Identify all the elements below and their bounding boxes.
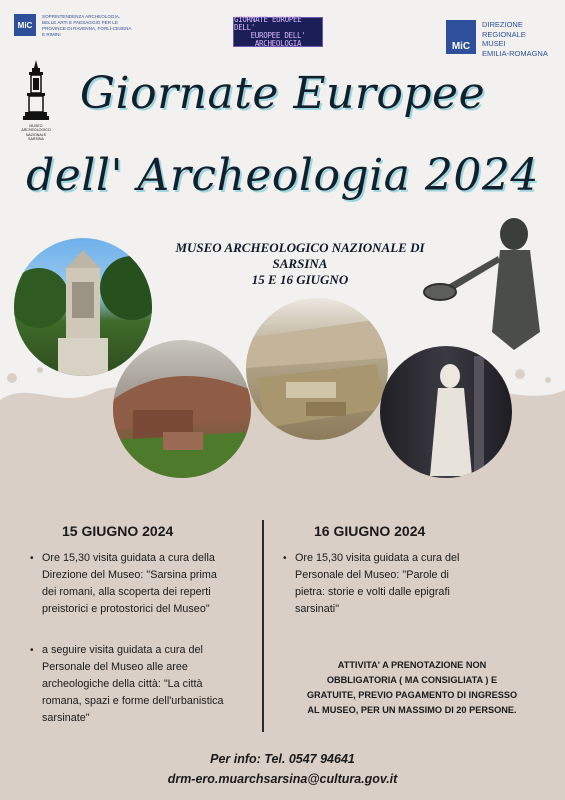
column-divider <box>262 520 264 732</box>
contact-phone: Per info: Tel. 0547 94641 <box>210 752 355 766</box>
list-item <box>283 550 460 618</box>
badge-line-1: GIORNATE EUROPEE DELL' <box>234 15 302 32</box>
booking-note <box>292 658 532 718</box>
bronze-statue-icon <box>420 212 556 352</box>
soprintendenza-text: SOPRINTENDENZA ARCHEOLOGIA, BELLE ARTI E PAESAGGIO PER LE PROVINCE DI RAVENNA, FORLÌ-CESENA E RIMINI <box>42 14 132 37</box>
direzione-line-1: DIREZIONE <box>482 20 523 29</box>
venue-block <box>170 240 430 288</box>
title-line-1: Giornate Europee <box>79 68 486 119</box>
title-line-2: dell' Archeologia 2024 <box>26 150 539 201</box>
mic-logo-icon: MiC <box>14 14 36 36</box>
venue-line-2: SARSINA <box>272 256 328 271</box>
item-line: preistorici e protostorici del Museo" <box>42 603 210 615</box>
item-line: Personale del Museo: "Parole di <box>295 569 449 581</box>
day1-date: 15 GIUGNO 2024 <box>62 523 174 539</box>
direzione-line-4: EMILIA-ROMAGNA <box>482 48 548 58</box>
bullet-icon: • <box>283 553 287 564</box>
excavation-photo <box>246 298 388 440</box>
list-item <box>30 642 224 727</box>
direzione-line-3: MUSEI <box>482 39 506 49</box>
direzione-regionale-text <box>482 20 548 58</box>
note-line: OBBLIGATORIA ( MA CONSIGLIATA ) E <box>326 675 498 685</box>
contact-email[interactable]: drm-ero.muarchsarsina@cultura.gov.it <box>167 772 398 786</box>
item-line: romana, spazi e forme dell'urbanistica <box>42 695 224 707</box>
giornate-europee-badge <box>233 17 323 47</box>
direzione-regionale-logo <box>446 20 548 58</box>
item-line: Ore 15,30 visita guidata a cura della <box>42 552 215 564</box>
item-line: Personale del Museo alle aree <box>42 661 188 673</box>
museum-caption: MUSEO ARCHEOLOGICO NAZIONALE SARSINA <box>21 124 51 142</box>
item-line: sarsinati" <box>295 603 340 615</box>
item-line: dei romani, alla scoperta dei reperti <box>42 586 211 598</box>
ruins-photo <box>113 340 251 478</box>
badge-line-3: ARCHEOLOGIA <box>254 39 302 48</box>
excavation-photo-graphic <box>246 298 388 440</box>
note-line: GRATUITE, PREVIO PAGAMENTO DI INGRESSO <box>306 690 518 700</box>
item-line: pietra: storie e volti dalle epigrafi <box>295 586 450 598</box>
venue-line-1: MUSEO ARCHEOLOGICO NAZIONALE DI <box>175 240 425 255</box>
soprintendenza-logo <box>14 14 132 38</box>
bullet-icon: • <box>30 645 34 656</box>
mic-logo-icon: MiC <box>446 20 476 54</box>
list-item <box>30 550 217 618</box>
monument-photo-graphic <box>14 238 152 376</box>
venue-line-3: 15 E 16 GIUGNO <box>251 272 349 287</box>
item-line: a seguire visita guidata a cura del <box>42 644 203 656</box>
item-line: Ore 15,30 visita guidata a cura del <box>295 552 460 564</box>
statue-photo <box>380 346 512 478</box>
item-line: sarsinate" <box>42 712 90 724</box>
monument-photo <box>14 238 152 376</box>
note-line: AL MUSEO, PER UN MASSIMO DI 20 PERSONE. <box>307 705 517 715</box>
direzione-line-2: REGIONALE <box>482 29 526 39</box>
statue-photo-graphic <box>380 346 512 478</box>
bullet-icon: • <box>30 553 34 564</box>
badge-line-2: EUROPEE DELL' <box>250 31 306 40</box>
item-line: archeologiche della città: "La città <box>42 678 203 690</box>
ruins-photo-graphic <box>113 340 251 478</box>
note-line: ATTIVITA' A PRENOTAZIONE NON <box>337 660 487 670</box>
item-line: Direzione del Museo: "Sarsina prima <box>42 569 217 581</box>
day2-date: 16 GIUGNO 2024 <box>314 523 426 539</box>
